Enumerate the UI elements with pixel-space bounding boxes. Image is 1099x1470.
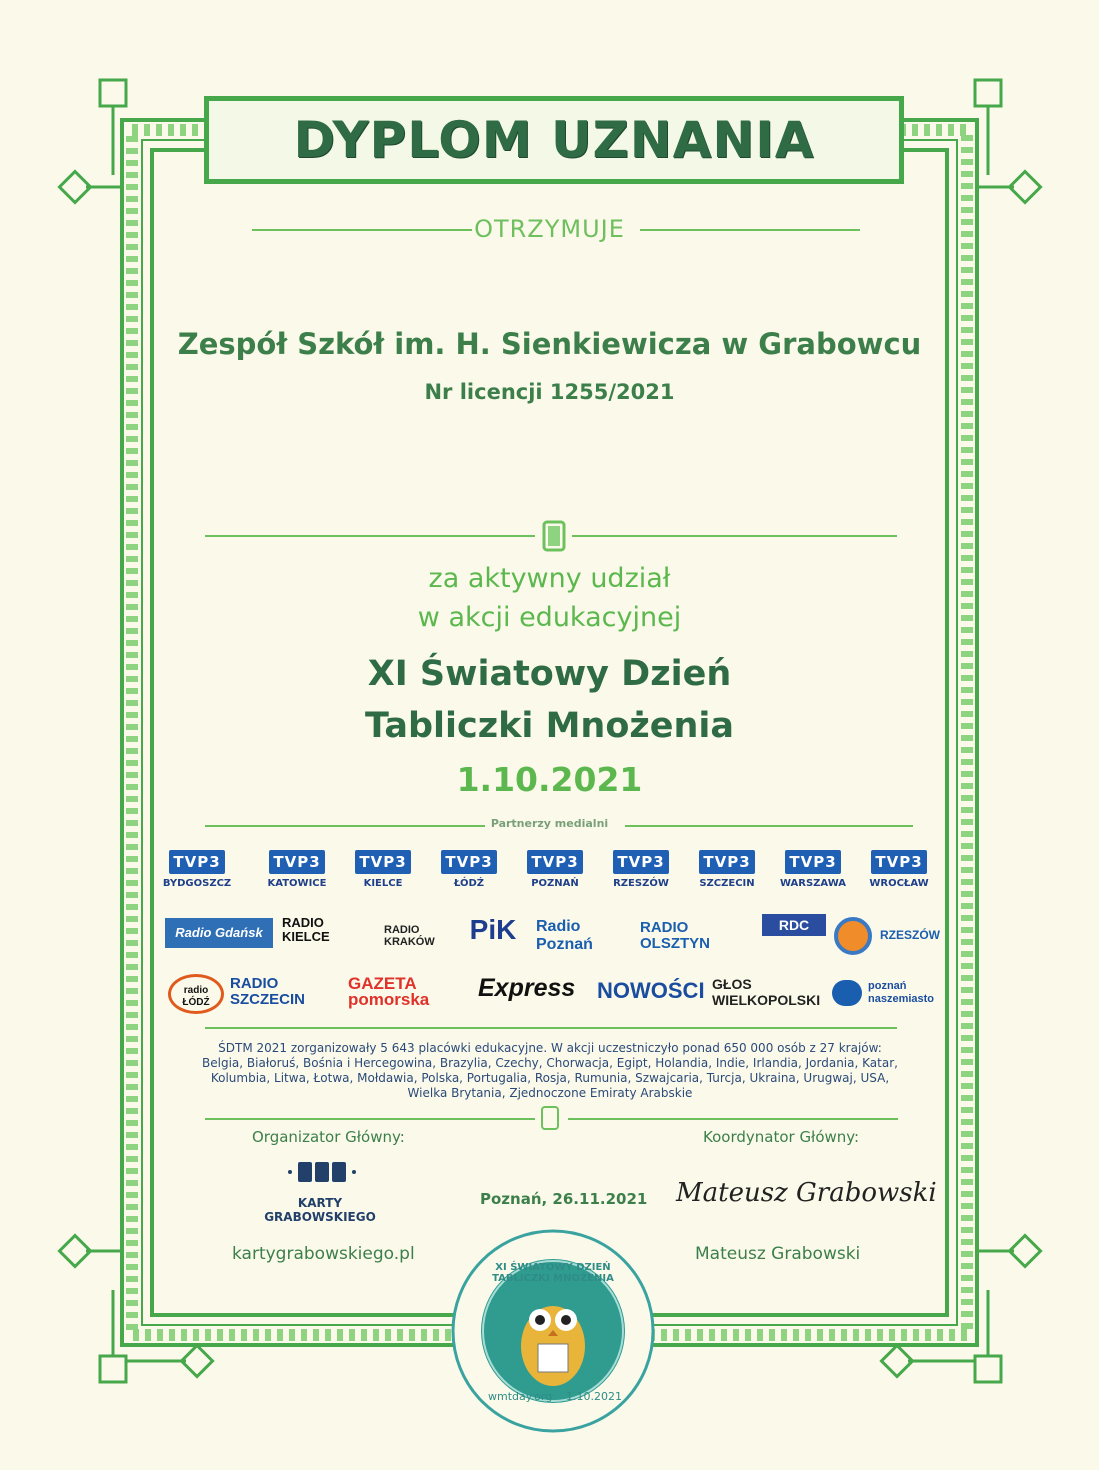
tvp-city: WROCŁAW [869,878,929,889]
radio-gdansk-logo: Radio Gdańsk [165,918,273,948]
divider [205,1027,897,1029]
tvp-city: SZCZECIN [699,878,755,889]
organizer-logo [240,1196,400,1224]
event-name-line-2: Tabliczki Mnożenia [364,706,735,746]
naszemiasto-icon [832,980,862,1006]
express-logo: Express [478,974,576,1002]
tvp-logo-lodz [430,850,508,889]
divider [568,1118,898,1120]
event-name-line-1: XI Światowy Dzień [367,654,732,694]
organizer-website: kartygrabowskiego.pl [232,1244,415,1264]
radio-rdc-logo: RDC [762,914,826,936]
reason-line-2: w akcji edukacyjnej [417,602,682,633]
tvp-city: KIELCE [363,878,403,889]
tvp-logo-mark: TVP3 [169,850,224,874]
coordinator-label: Koordynator Główny: [703,1128,860,1146]
tvp-city: POZNAŃ [531,878,579,889]
tvp-city: ŁÓDŹ [453,878,485,889]
glos-wielkopolski-logo: GŁOS WIELKOPOLSKI [712,976,821,1008]
tvp-logo-bydgoszcz [158,850,236,889]
organizer-logo-line-2: GRABOWSKIEGO [264,1210,376,1224]
radio-krakow-logo: RADIO KRAKÓW [384,924,435,948]
participation-note: ŚDTM 2021 zorganizowały 5 643 placówki edukacyjne. W akcji uczestniczyło ponad 650 000 osób z 27 krajów: Belgia, Białoruś, Bośnia i Hercegowina, Brazylia, Czechy, Chorwacja, Egipt, Holandia, Indie, Irlandia, Jordania, Katar, Kolumbia, Litwa, Łotwa, Mołdawia, Polska, Portugalia, Rosja, Rumunia, Szwajcaria, Turcja, Ukraina, Urugwaj, USA, Wielka Brytania, Zjednoczone Emiraty Arabskie [202,1041,898,1100]
tvp-logo-mark: TVP3 [699,850,754,874]
tvp-logo-mark: TVP3 [269,850,324,874]
seal-date: 1.10.2021 [566,1390,622,1403]
event-seal [448,1226,658,1436]
radio-szczecin-logo: RADIO SZCZECIN [230,975,305,1008]
organizer-logo-line-1: KARTY [297,1196,343,1210]
nowosci-logo: NOWOŚCI [597,978,705,1003]
tvp-city: WARSZAWA [779,878,847,889]
reason-line-1: za aktywny udział [428,563,671,594]
radio-kielce-logo: RADIO KIELCE [282,915,330,944]
tvp-logo-rzeszow [602,850,680,889]
tvp-city: KATOWICE [267,878,327,889]
radio-rzeszow-logo: RZESZÓW [880,928,940,942]
divider [205,535,535,537]
tvp-logo-mark: TVP3 [613,850,668,874]
place-date: Poznań, 26.11.2021 [480,1190,648,1208]
tvp-city: BYDGOSZCZ [162,878,232,889]
tvp-logo-kielce [344,850,422,889]
title-box [204,96,904,184]
tvp-logo-warszawa [774,850,852,889]
divider [572,535,897,537]
radio-poznan-logo: Radio Poznań [536,918,593,953]
coordinator-name: Mateusz Grabowski [695,1244,861,1264]
tvp-logo-szczecin [688,850,766,889]
divider [205,1118,535,1120]
naszemiasto-logo: poznań naszemiasto [868,980,935,1005]
diploma-title: DYPLOM UZNANIA [293,111,815,169]
seal-website: wmtday.org [488,1390,553,1403]
tvp-logo-mark: TVP3 [871,850,926,874]
tvp-logo-mark: TVP3 [527,850,582,874]
recipient-name: Zespół Szkół im. H. Sienkiewicza w Grabowcu [177,327,922,361]
organizer-label: Organizator Główny: [252,1128,405,1146]
tvp-logo-mark: TVP3 [355,850,410,874]
radio-pik-logo: PiK [469,914,517,945]
radio-olsztyn-logo: RADIO OLSZTYN [640,919,710,952]
radio-rzeszow-icon [834,917,872,955]
tvp-logo-mark: TVP3 [441,850,496,874]
radio-lodz-logo: radio ŁÓDŹ [168,974,224,1014]
license-number: Nr licencji 1255/2021 [424,380,675,404]
cards-icon [282,1158,362,1188]
tvp-logo-wroclaw [860,850,938,889]
signature: Mateusz Grabowski [676,1178,937,1208]
recipient-label: OTRZYMUJE [474,215,625,243]
tvp-city: RZESZÓW [613,878,669,889]
event-date: 1.10.2021 [456,760,643,799]
gazeta-pomorska-logo: GAZETA pomorska [348,974,430,1009]
tvp-logo-mark: TVP3 [785,850,840,874]
tvp-logo-poznan [516,850,594,889]
seal-ring-text: XI ŚWIATOWY DZIEŃ TABLICZKI MNOŻENIA [492,1262,614,1284]
tvp-logo-katowice [258,850,336,889]
partners-label: Partnerzy medialni [490,817,609,830]
